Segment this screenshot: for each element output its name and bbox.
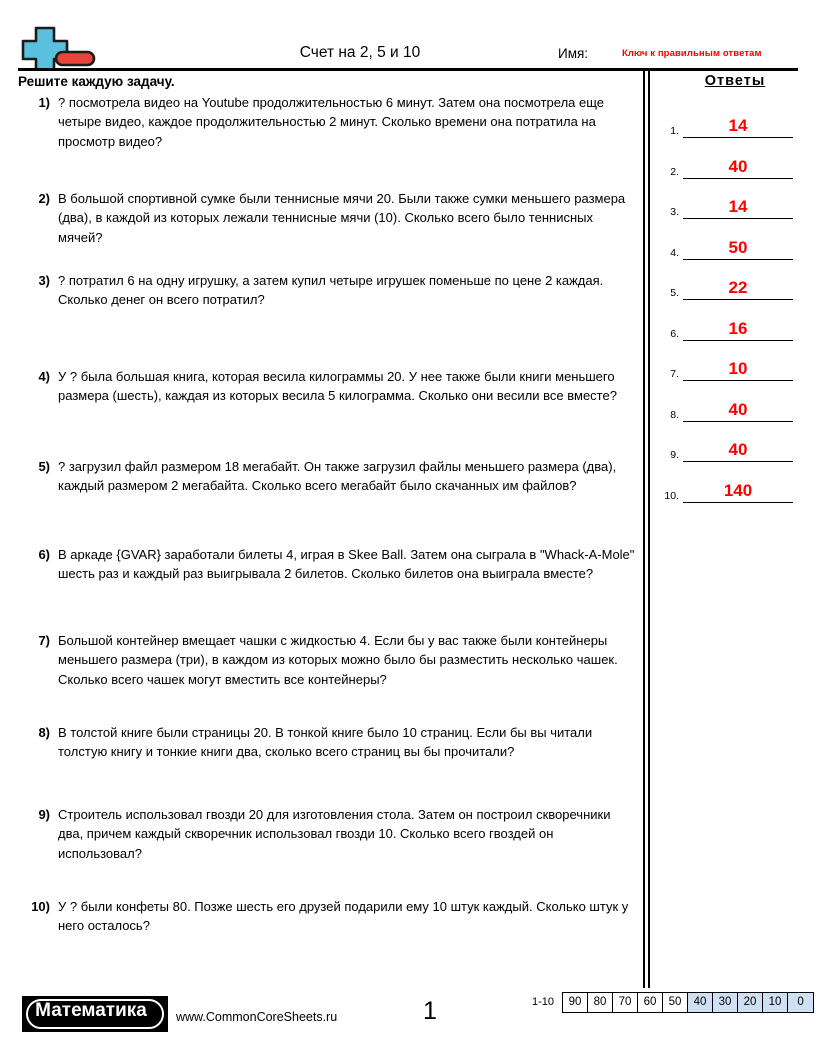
problem-number: 1) — [38, 95, 50, 110]
problem-number: 2) — [38, 191, 50, 206]
problem-item — [18, 545, 636, 584]
problem-text: У ? были конфеты 80. Позже шесть его друзей подарили ему 10 штук каждый. Сколько штук у него осталось? — [58, 899, 629, 934]
problem-item — [18, 367, 636, 406]
answer-row — [655, 351, 807, 381]
grading-scale-cells — [562, 992, 814, 1013]
answer-value: 50 — [728, 237, 748, 257]
problem-item — [18, 805, 636, 863]
problem-number: 9) — [38, 807, 50, 822]
problem-item — [18, 271, 636, 310]
answer-row — [655, 149, 807, 179]
name-label: Имя: — [558, 46, 589, 61]
grading-scale-cell: 60 — [638, 993, 663, 1012]
problem-item — [18, 189, 636, 247]
answer-index: 2. — [670, 165, 679, 178]
grading-scale-cell: 70 — [613, 993, 638, 1012]
problem-number: 8) — [38, 725, 50, 740]
answer-row — [655, 392, 807, 422]
grading-scale — [532, 992, 814, 1013]
answer-value: 14 — [728, 116, 748, 135]
answer-index: 4. — [670, 246, 679, 259]
answer-value: 40 — [728, 156, 748, 176]
problem-item — [18, 723, 636, 762]
answer-index: 5. — [670, 287, 679, 299]
answer-key-badge: Ключ к правильным ответам — [622, 48, 762, 59]
answers-heading: Ответы — [704, 73, 766, 89]
answer-value: 14 — [728, 197, 748, 216]
problem-text: ? посмотрела видео на Youtube продолжительностью 6 минут. Затем она посмотрела еще четыре видео, каждое продолжительностью 2 минут. Сколько времени она потратила на просмотр видео? — [58, 95, 605, 149]
problem-number: 5) — [38, 459, 50, 474]
grading-scale-cell: 40 — [688, 993, 713, 1012]
header-divider-rule — [18, 68, 798, 71]
grading-scale-cell: 30 — [713, 993, 738, 1012]
problem-text: В толстой книге были страницы 20. В тонкой книге было 10 страниц. Если бы вы читали толстую книгу и тонкие книги два, сколько всего страниц вы бы прочитали? — [58, 725, 593, 760]
plus-minus-icon — [18, 22, 113, 70]
grading-scale-cell: 10 — [763, 993, 788, 1012]
answer-index: 3. — [670, 206, 679, 218]
answer-value: 22 — [728, 278, 748, 297]
grading-scale-cell: 50 — [663, 993, 688, 1012]
answer-value: 10 — [728, 359, 748, 378]
problem-number: 6) — [38, 547, 50, 562]
answer-index: 8. — [670, 408, 679, 421]
problem-item — [18, 457, 636, 496]
problem-text: В большой спортивной сумке были теннисные мячи 20. Были также сумки меньшего размера (два), в каждой из которых лежали теннисные мячи (10). Сколько всего было теннисных мячей? — [58, 191, 626, 245]
answer-value: 16 — [728, 318, 748, 338]
page-number: 1 — [423, 997, 437, 1025]
problem-text: Большой контейнер вмещает чашки с жидкостью 4. Если бы у вас также были контейнеры меньшего размера (три), в каждом из которых можно было бы разместить несколько чашек. Сколько всего чашек могут вместить все контейнеры? — [58, 633, 618, 687]
divider-line-left — [643, 70, 645, 988]
answer-row — [655, 230, 807, 260]
grading-scale-cell: 80 — [588, 993, 613, 1012]
answer-row — [655, 432, 807, 462]
answer-index: 6. — [670, 327, 679, 340]
answer-index: 10. — [664, 489, 679, 502]
problem-item — [18, 897, 636, 936]
answer-value: 40 — [728, 440, 748, 459]
problem-text: ? потратил 6 на одну игрушку, а затем купил четыре игрушек поменьше по цене 2 каждая. Сколько денег он всего потратил? — [58, 273, 604, 308]
answer-index: 9. — [670, 449, 679, 461]
problem-item — [18, 631, 636, 689]
answer-row — [655, 270, 807, 300]
answer-row — [655, 189, 807, 219]
page-header — [0, 0, 816, 70]
answer-row — [655, 473, 807, 503]
answer-index: 1. — [670, 125, 679, 137]
problem-number: 3) — [38, 273, 50, 288]
problem-text: ? загрузил файл размером 18 мегабайт. Он также загрузил файлы меньшего размера (два), каждый размером 2 мегабайта. Сколько всего мегабайт было скачанных им файлов? — [58, 459, 617, 494]
grading-scale-range: 1-10 — [532, 996, 555, 1008]
brand-logo — [22, 996, 168, 1032]
answer-value: 140 — [723, 480, 753, 500]
brand-logo-label: Математика — [35, 1000, 147, 1021]
grading-scale-cell: 90 — [563, 993, 588, 1012]
problem-item — [18, 93, 636, 151]
problem-text: У ? была большая книга, которая весила килограммы 20. У нее также были книги меньшего размера (шесть), каждая из которых весила 5 килограмма. Сколько они весили все вместе? — [58, 369, 617, 404]
grading-scale-cell: 0 — [788, 993, 813, 1012]
answer-value: 40 — [728, 399, 748, 419]
site-url: www.CommonCoreSheets.ru — [176, 1010, 338, 1024]
problem-number: 7) — [38, 633, 50, 648]
answer-row — [655, 108, 807, 138]
answer-index: 7. — [670, 368, 679, 380]
grading-scale-cell: 20 — [738, 993, 763, 1012]
column-divider — [643, 70, 650, 988]
instruction-text: Решите каждую задачу. — [18, 74, 175, 89]
problem-number: 4) — [38, 369, 50, 384]
problem-text: В аркаде {GVAR} заработали билеты 4, играя в Skee Ball. Затем она сыграла в "Whack-A-Mole" шесть раз и каждый раз выигрывала 2 билетов. Сколько билетов она выиграла вместе? — [58, 547, 635, 582]
divider-line-right — [648, 70, 650, 988]
answer-row — [655, 311, 807, 341]
problem-text: Строитель использовал гвозди 20 для изготовления стола. Затем он построил скворечники два, причем каждый скворечник использовал гвозди 10. Сколько всего гвоздей он использовал? — [58, 807, 611, 861]
page-title: Счет на 2, 5 и 10 — [299, 44, 421, 61]
problem-number: 10) — [31, 899, 50, 914]
